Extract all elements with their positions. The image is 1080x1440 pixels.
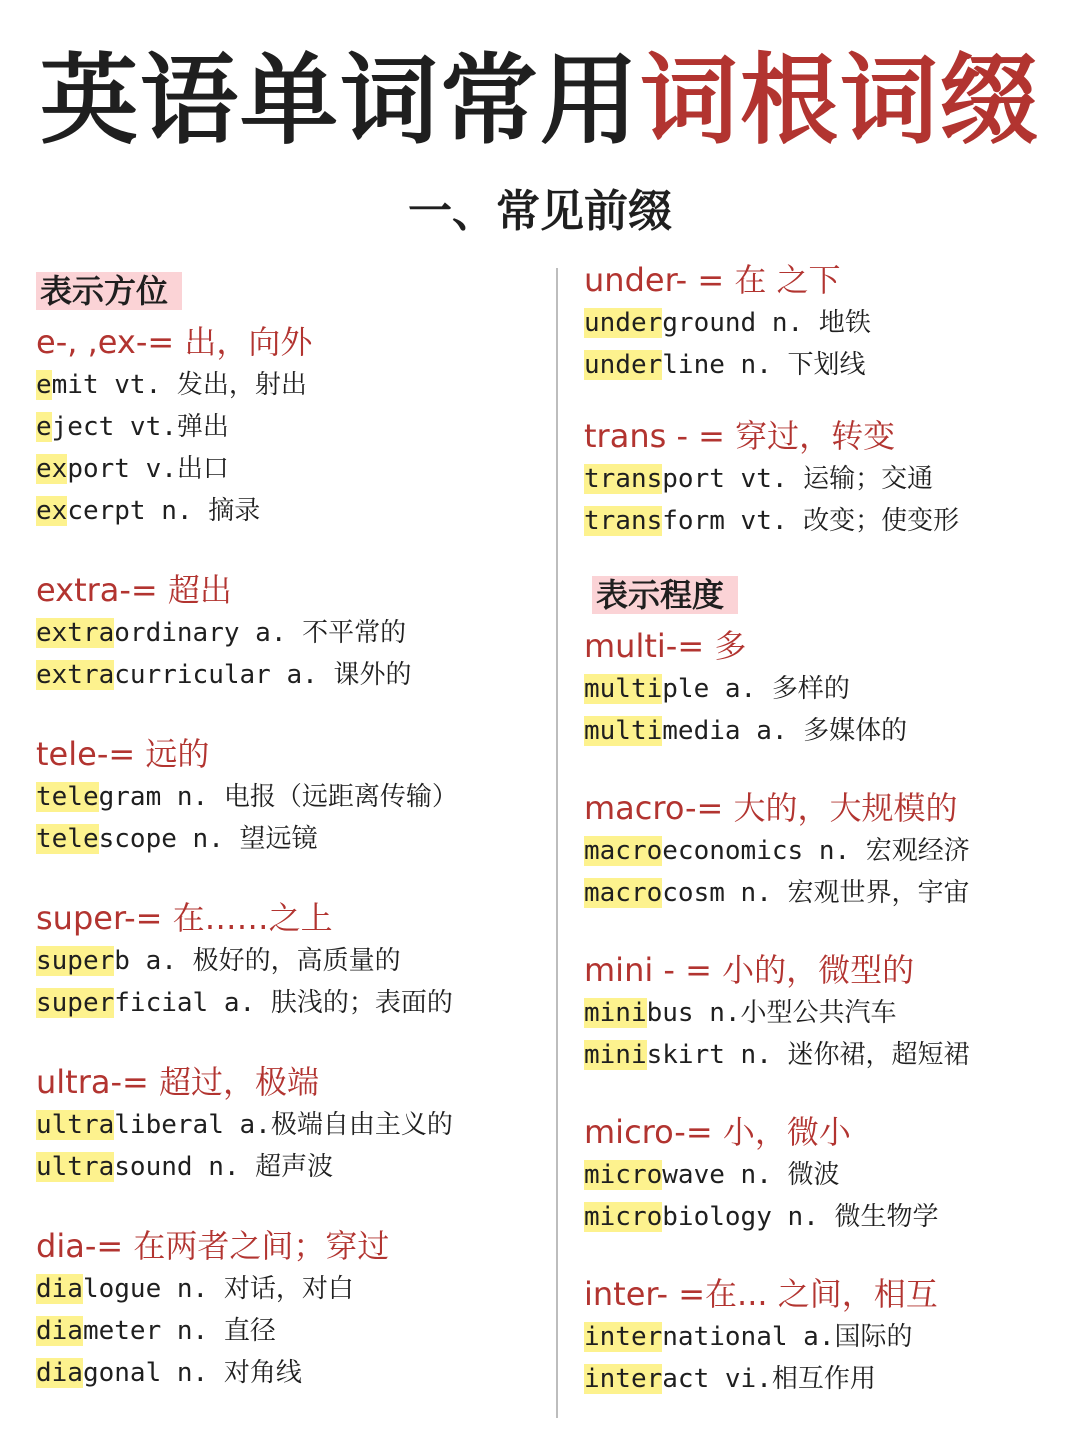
- prefix-heading: dia-= 在两者之间；穿过: [36, 1227, 390, 1265]
- word-entry: [36, 982, 546, 1024]
- highlighted-prefix: macro: [584, 878, 663, 908]
- highlighted-prefix: macro: [584, 836, 663, 866]
- highlighted-prefix: multi: [584, 716, 663, 746]
- right-groups-top: [584, 258, 1074, 542]
- word-entry: [584, 872, 1074, 914]
- prefix-heading: under- = 在 之下: [584, 261, 841, 299]
- word-meaning: 摘录: [208, 496, 261, 526]
- title-red-part: 词根词缀: [640, 44, 1041, 158]
- word-entry: [584, 1316, 1074, 1358]
- word-meaning: 运输；交通: [803, 464, 934, 494]
- prefix-heading: super-= 在……之上: [36, 899, 333, 937]
- prefix-group: [584, 1110, 1074, 1238]
- highlighted-prefix: ultra: [36, 1152, 115, 1182]
- highlighted-prefix: tele: [36, 824, 99, 854]
- word-remainder: form vt.: [662, 506, 804, 536]
- highlighted-prefix: dia: [36, 1274, 83, 1304]
- word-entry: [584, 710, 1074, 752]
- word-meaning: 宏观世界，宇宙: [787, 878, 970, 908]
- word-meaning: 地铁: [818, 308, 871, 338]
- highlighted-prefix: trans: [584, 506, 663, 536]
- highlighted-prefix: mini: [584, 1040, 647, 1070]
- prefix-group: [584, 624, 1074, 752]
- word-remainder: ground n.: [662, 308, 819, 338]
- word-remainder: biology n.: [662, 1202, 835, 1232]
- highlighted-prefix: trans: [584, 464, 663, 494]
- highlighted-prefix: ultra: [36, 1110, 115, 1140]
- highlighted-prefix: ex: [36, 496, 68, 526]
- page-title: [0, 44, 1080, 158]
- prefix-group: [36, 732, 546, 860]
- word-remainder: cerpt n.: [67, 496, 209, 526]
- right-groups: [584, 624, 1074, 1400]
- word-meaning: 极端自由主义的: [270, 1110, 453, 1140]
- highlighted-prefix: micro: [584, 1160, 663, 1190]
- word-meaning: 多样的: [771, 674, 850, 704]
- word-remainder: mit vt.: [51, 370, 177, 400]
- highlighted-prefix: extra: [36, 660, 115, 690]
- prefix-heading: trans - = 穿过，转变: [584, 417, 896, 455]
- prefix-heading: multi-= 多: [584, 627, 747, 665]
- word-entry: [36, 490, 546, 532]
- prefix-heading: inter- =在... 之间，相互: [584, 1275, 938, 1313]
- word-remainder: bus n.: [646, 998, 741, 1028]
- word-entry: [36, 1104, 546, 1146]
- word-remainder: ple a.: [662, 674, 772, 704]
- word-entry: [584, 668, 1074, 710]
- word-remainder: ficial a.: [114, 988, 271, 1018]
- word-remainder: economics n.: [662, 836, 866, 866]
- prefix-group: [36, 1060, 546, 1188]
- prefix-group: [36, 1224, 546, 1394]
- highlighted-prefix: e: [36, 370, 52, 400]
- word-meaning: 宏观经济: [865, 836, 970, 866]
- highlighted-prefix: inter: [584, 1364, 663, 1394]
- highlighted-prefix: inter: [584, 1322, 663, 1352]
- highlighted-prefix: dia: [36, 1316, 83, 1346]
- highlighted-prefix: super: [36, 988, 115, 1018]
- word-remainder: media a.: [662, 716, 804, 746]
- word-meaning: 肤浅的；表面的: [270, 988, 453, 1018]
- highlighted-prefix: extra: [36, 618, 115, 648]
- word-meaning: 望远镜: [239, 824, 318, 854]
- prefix-group: [584, 414, 1074, 542]
- word-remainder: cosm n.: [662, 878, 788, 908]
- word-meaning: 微生物学: [834, 1202, 939, 1232]
- word-remainder: sound n.: [114, 1152, 256, 1182]
- word-meaning: 弹出: [176, 412, 229, 442]
- title-black-part: 英语单词常用: [39, 44, 640, 158]
- word-entry: [584, 500, 1074, 542]
- section-subtitle: 一、常见前缀: [408, 186, 672, 237]
- word-entry: [36, 654, 546, 696]
- highlighted-prefix: e: [36, 412, 52, 442]
- word-entry: [36, 406, 546, 448]
- word-entry: [36, 776, 546, 818]
- column-divider: [556, 268, 558, 1418]
- word-entry: [584, 1196, 1074, 1238]
- word-remainder: curricular a.: [114, 660, 334, 690]
- right-column: [584, 258, 1074, 1434]
- word-entry: [584, 830, 1074, 872]
- prefix-group: [36, 320, 546, 532]
- highlighted-prefix: super: [36, 946, 115, 976]
- prefix-group: [36, 568, 546, 696]
- prefix-heading: mini - = 小的，微型的: [584, 951, 915, 989]
- highlighted-prefix: mini: [584, 998, 647, 1028]
- word-remainder: gram n.: [98, 782, 224, 812]
- prefix-group: [584, 1272, 1074, 1400]
- word-entry: [584, 1358, 1074, 1400]
- word-remainder: act vi.: [662, 1364, 772, 1394]
- highlighted-prefix: under: [584, 308, 663, 338]
- word-meaning: 课外的: [333, 660, 412, 690]
- highlighted-prefix: multi: [584, 674, 663, 704]
- word-meaning: 发出，射出: [176, 370, 307, 400]
- highlighted-prefix: under: [584, 350, 663, 380]
- word-entry: [36, 1146, 546, 1188]
- prefix-heading: micro-= 小，微小: [584, 1113, 851, 1151]
- word-remainder: national a.: [662, 1322, 835, 1352]
- word-entry: [36, 1268, 546, 1310]
- word-meaning: 直径: [223, 1316, 276, 1346]
- word-meaning: 改变；使变形: [803, 506, 960, 536]
- word-remainder: ordinary a.: [114, 618, 303, 648]
- prefix-heading: ultra-= 超过，极端: [36, 1063, 320, 1101]
- word-meaning: 电报（远距离传输）: [223, 782, 458, 812]
- word-meaning: 多媒体的: [803, 716, 908, 746]
- prefix-heading: extra-= 超出: [36, 571, 232, 609]
- prefix-heading: tele-= 远的: [36, 735, 210, 773]
- word-entry: [36, 818, 546, 860]
- word-entry: [584, 1034, 1074, 1076]
- prefix-heading: e-, ,ex-= 出，向外: [36, 323, 313, 361]
- word-remainder: meter n.: [82, 1316, 224, 1346]
- word-remainder: line n.: [662, 350, 788, 380]
- prefix-group: [36, 896, 546, 1024]
- word-meaning: 对角线: [223, 1358, 302, 1388]
- word-remainder: wave n.: [662, 1160, 788, 1190]
- word-meaning: 迷你裙，超短裙: [787, 1040, 970, 1070]
- word-remainder: b a.: [114, 946, 193, 976]
- word-meaning: 对话，对白: [223, 1274, 354, 1304]
- prefix-group: [584, 258, 1074, 386]
- category-label-degree: 表示程度: [592, 576, 738, 614]
- prefix-heading: macro-= 大的，大规模的: [584, 789, 958, 827]
- word-remainder: port v.: [67, 454, 177, 484]
- highlighted-prefix: dia: [36, 1358, 83, 1388]
- word-meaning: 下划线: [787, 350, 866, 380]
- word-entry: [36, 448, 546, 490]
- category-label-direction: 表示方位: [36, 272, 182, 310]
- word-meaning: 极好的，高质量的: [192, 946, 401, 976]
- word-remainder: scope n.: [98, 824, 240, 854]
- word-remainder: skirt n.: [646, 1040, 788, 1070]
- prefix-group: [584, 948, 1074, 1076]
- word-remainder: logue n.: [82, 1274, 224, 1304]
- word-entry: [36, 364, 546, 406]
- word-entry: [584, 344, 1074, 386]
- word-meaning: 出口: [176, 454, 229, 484]
- word-entry: [584, 992, 1074, 1034]
- left-groups: [36, 320, 546, 1394]
- prefix-group: [584, 786, 1074, 914]
- word-meaning: 相互作用: [771, 1364, 876, 1394]
- word-entry: [36, 940, 546, 982]
- left-column: [36, 272, 546, 1430]
- highlighted-prefix: micro: [584, 1202, 663, 1232]
- word-meaning: 小型公共汽车: [740, 998, 897, 1028]
- word-meaning: 微波: [787, 1160, 840, 1190]
- word-meaning: 不平常的: [302, 618, 407, 648]
- word-entry: [36, 612, 546, 654]
- word-remainder: gonal n.: [82, 1358, 224, 1388]
- word-entry: [36, 1352, 546, 1394]
- word-entry: [584, 1154, 1074, 1196]
- word-entry: [584, 302, 1074, 344]
- word-entry: [584, 458, 1074, 500]
- word-meaning: 超声波: [255, 1152, 334, 1182]
- word-remainder: liberal a.: [114, 1110, 271, 1140]
- highlighted-prefix: tele: [36, 782, 99, 812]
- highlighted-prefix: ex: [36, 454, 68, 484]
- word-entry: [36, 1310, 546, 1352]
- word-remainder: ject vt.: [51, 412, 177, 442]
- word-meaning: 国际的: [834, 1322, 913, 1352]
- word-remainder: port vt.: [662, 464, 804, 494]
